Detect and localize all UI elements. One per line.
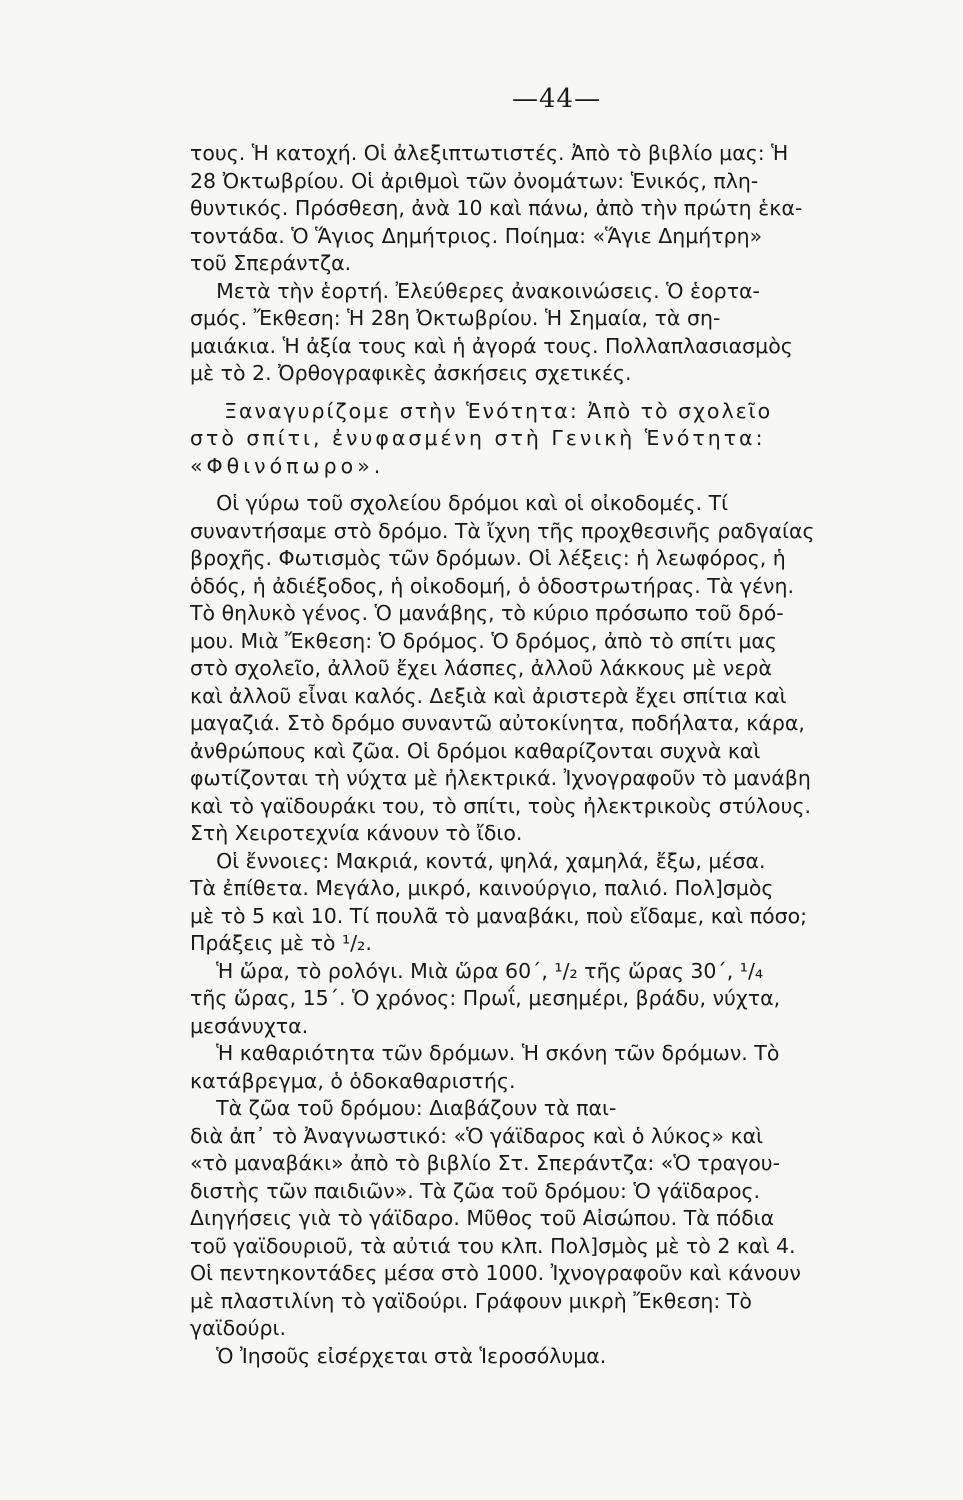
text-line: Στὴ Χειροτεχνία κάνουν τὸ ἴδιο.: [190, 821, 523, 845]
text-line: «τὸ μαναβάκι» ἀπὸ τὸ βιβλίο Στ. Σπεράντζα: «Ὁ τραγου-: [190, 1151, 781, 1175]
text-line: βροχῆς. Φωτισμὸς τῶν δρόμων. Οἱ λέξεις: ἡ λεωφόρος, ἡ: [190, 546, 786, 570]
text-line: Πράξεις μὲ τὸ ¹/₂.: [190, 931, 372, 955]
text-line: Τὰ ζῶα τοῦ δρόμου: Διαβάζουν τὰ παι-: [190, 1096, 617, 1120]
text-line: κατάβρεγμα, ὁ ὁδοκαθαριστής.: [190, 1068, 516, 1093]
text-line: στὸ σπίτι, ἐνυφασμένη στὴ Γενικὴ Ἑνότητα:: [190, 426, 766, 450]
text-line: Τὸ θηλυκὸ γένος. Ὁ μανάβης, τὸ κύριο πρόσωπο τοῦ δρό-: [190, 601, 784, 625]
text-line: μου. Μιὰ Ἔκθεση: Ὁ δρόμος. Ὁ δρόμος, ἀπὸ τὸ σπίτι μας: [190, 628, 777, 653]
page-number: —44—: [512, 84, 602, 114]
text-line: γαϊδούρι.: [190, 1316, 286, 1340]
text-line: Ἡ ὥρα, τὸ ρολόγι. Μιὰ ὥρα 60΄, ¹/₂ τῆς ὥρας 30΄, ¹/₄: [190, 958, 764, 983]
text-line: στὸ σχολεῖο, ἀλλοῦ ἔχει λάσπες, ἀλλοῦ λάκκους μὲ νερὰ: [190, 656, 772, 680]
text-line: μεσάνυχτα.: [190, 1013, 309, 1038]
text-line: Ὁ Ἰησοῦς εἰσέρχεται στὰ Ἱεροσόλυμα.: [190, 1343, 607, 1368]
text-line: τοῦ γαϊδουριοῦ, τὰ αὐτιά του κλπ. Πολ]σμὸς μὲ τὸ 2 καὶ 4.: [190, 1233, 796, 1258]
text-line: μὲ πλαστιλίνη τὸ γαϊδούρι. Γράφουν μικρὴ Ἔκθεση: Τὸ: [190, 1288, 752, 1313]
text-line: Ἡ καθαριότητα τῶν δρόμων. Ἡ σκόνη τῶν δρόμων. Τὸ: [190, 1041, 780, 1065]
text-line: φωτίζονται τὴ νύχτα μὲ ἠλεκτρικά. Ἰχνογραφοῦν τὸ μανάβη: [190, 766, 811, 790]
text-line: τοντάδα. Ὁ Ἅγιος Δημήτριος. Ποίημα: «Ἅγιε Δημήτρη»: [190, 223, 763, 248]
text-line: Ξαναγυρίζομε στὴν Ἑνότητα: Ἀπὸ τὸ σχολεῖο: [190, 398, 773, 423]
text-line: καὶ τὸ γαϊδουράκι του, τὸ σπίτι, τοὺς ἠλεκτρικοὺς στύλους.: [190, 793, 811, 818]
text-line: τους. Ἡ κατοχή. Οἱ ἀλεξιπτωτιστές. Ἀπὸ τὸ βιβλίο μας: Ἡ: [190, 141, 789, 165]
text-line: μὲ τὸ 5 καὶ 10. Τί πουλᾶ τὸ μαναβάκι, ποὺ εἴδαμε, καὶ πόσο;: [190, 903, 808, 928]
text-line: ἀνθρώπους καὶ ζῶα. Οἱ δρόμοι καθαρίζονται συχνὰ καὶ: [190, 738, 761, 763]
text-line: μαιάκια. Ἡ ἀξία τους καὶ ἡ ἀγορά τους. Πολλαπλασιασμὸς: [190, 333, 793, 358]
text-line: Τὰ ἐπίθετα. Μεγάλο, μικρό, καινούργιο, παλιό. Πολ]σμὸς: [190, 876, 774, 900]
text-line: 28 Ὀκτωβρίου. Οἱ ἀριθμοὶ τῶν ὀνομάτων: Ἑνικός, πλη-: [190, 168, 759, 193]
text-line: Οἱ γύρω τοῦ σχολείου δρόμοι καὶ οἱ οἰκοδομές. Τί: [190, 491, 729, 515]
text-line: ὁδός, ἡ ἀδιέξοδος, ἡ οἰκοδομή, ὁ ὁδοστρωτήρας. Τὰ γένη.: [190, 573, 795, 598]
text-line: Μετὰ τὴν ἑορτή. Ἐλεύθερες ἀνακοινώσεις. Ὁ ἑορτα-: [190, 278, 760, 303]
text-line: τῆς ὥρας, 15΄. Ὁ χρόνος: Πρωΐ, μεσημέρι, βράδυ, νύχτα,: [190, 986, 781, 1010]
text-line: θυντικός. Πρόσθεση, ἀνὰ 10 καὶ πάνω, ἀπὸ τὴν πρώτη ἑκα-: [190, 196, 803, 220]
text-line: τοῦ Σπεράντζα.: [190, 251, 352, 275]
text-line: μὲ τὸ 2. Ὀρθογραφικὲς ἀσκήσεις σχετικές.: [190, 361, 632, 385]
text-line: Οἱ πεντηκοντάδες μέσα στὸ 1000. Ἰχνογραφοῦν καὶ κάνουν: [190, 1261, 801, 1285]
body-text: [190, 140, 908, 1370]
text-line: σμός. Ἔκθεση: Ἡ 28η Ὀκτωβρίου. Ἡ Σημαία, τὰ ση-: [190, 306, 721, 330]
text-line: «Φθινόπωρο».: [190, 453, 385, 478]
text-line: Διηγήσεις γιὰ τὸ γάϊδαρο. Μῦθος τοῦ Αἰσώπου. Τὰ πόδια: [190, 1206, 775, 1230]
text-line: συναντήσαμε στὸ δρόμο. Τὰ ἴχνη τῆς προχθεσινῆς ραδγαίας: [190, 518, 815, 543]
text-line: διὰ ἀπ᾽ τὸ Ἀναγνωστικό: «Ὁ γάϊδαρος καὶ ὁ λύκος» καὶ: [190, 1123, 764, 1148]
text-line: Οἱ ἔννοιες: Μακριά, κοντά, ψηλά, χαμηλά, ἔξω, μέσα.: [190, 848, 766, 873]
text-line: διστὴς τῶν παιδιῶν». Τὰ ζῶα τοῦ δρόμου: Ὁ γάϊδαρος.: [190, 1178, 761, 1203]
text-line: καὶ ἀλλοῦ εἶναι καλός. Δεξιὰ καὶ ἀριστερὰ ἔχει σπίτια καὶ: [190, 683, 787, 708]
text-line: μαγαζιά. Στὸ δρόμο συναντῶ αὐτοκίνητα, ποδήλατα, κάρα,: [190, 711, 805, 735]
